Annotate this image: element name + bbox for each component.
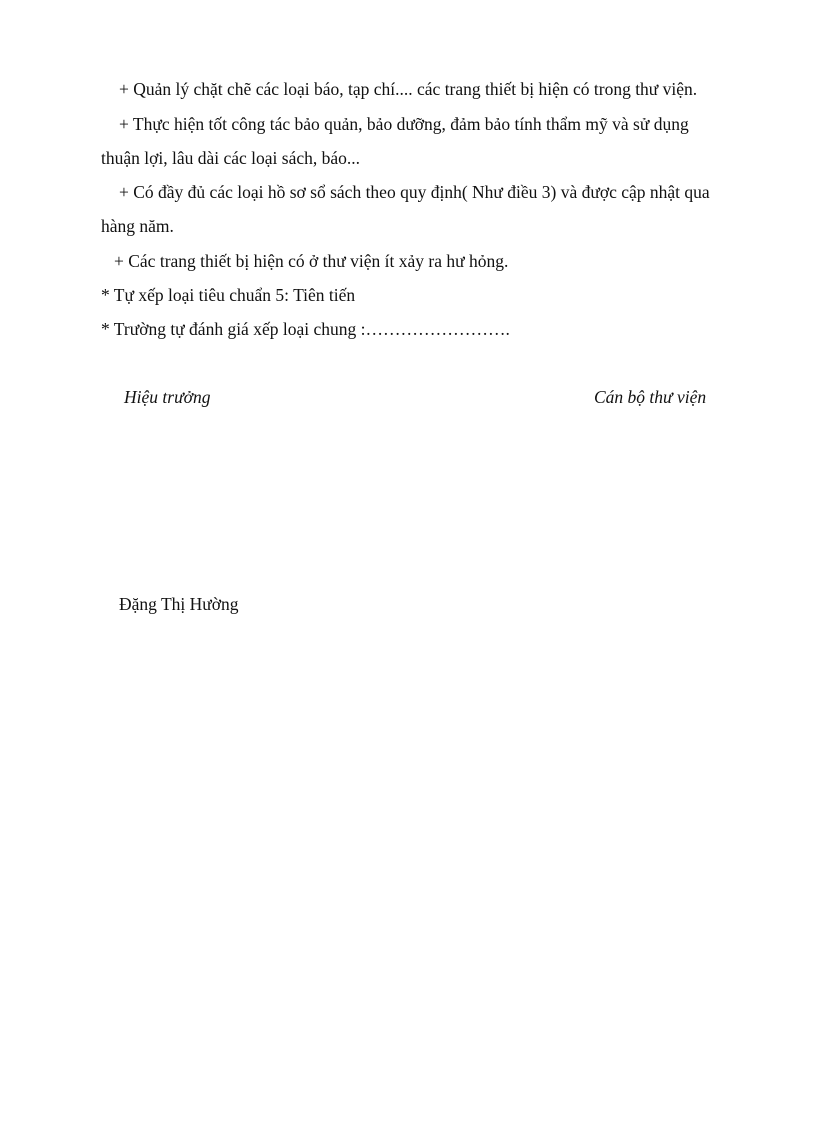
principal-signature-title: Hiệu trưởng xyxy=(124,387,211,407)
librarian-signature-title: Cán bộ thư viện xyxy=(594,387,707,407)
principal-name: Đặng Thị Hường xyxy=(119,594,239,614)
criterion-line-preservation-continued: thuận lợi, lâu dài các loại sách, báo... xyxy=(101,148,361,168)
criterion-line-records: + Có đầy đủ các loại hồ sơ sổ sách theo quy định( Như điều 3) và được cập nhật qua xyxy=(119,182,710,202)
criterion-line-management: + Quản lý chặt chẽ các loại báo, tạp chí.... các trang thiết bị hiện có trong thư viện. xyxy=(119,79,698,99)
criterion-line-records-continued: hàng năm. xyxy=(101,216,174,236)
self-rating-standard-5: * Tự xếp loại tiêu chuẩn 5: Tiên tiến xyxy=(101,285,356,305)
criterion-line-equipment: + Các trang thiết bị hiện có ở thư viện ít xảy ra hư hỏng. xyxy=(114,251,509,271)
overall-self-assessment: * Trường tự đánh giá xếp loại chung :……………………. xyxy=(101,319,510,339)
criterion-line-preservation: + Thực hiện tốt công tác bảo quản, bảo dưỡng, đảm bảo tính thẩm mỹ và sử dụng xyxy=(119,114,689,134)
